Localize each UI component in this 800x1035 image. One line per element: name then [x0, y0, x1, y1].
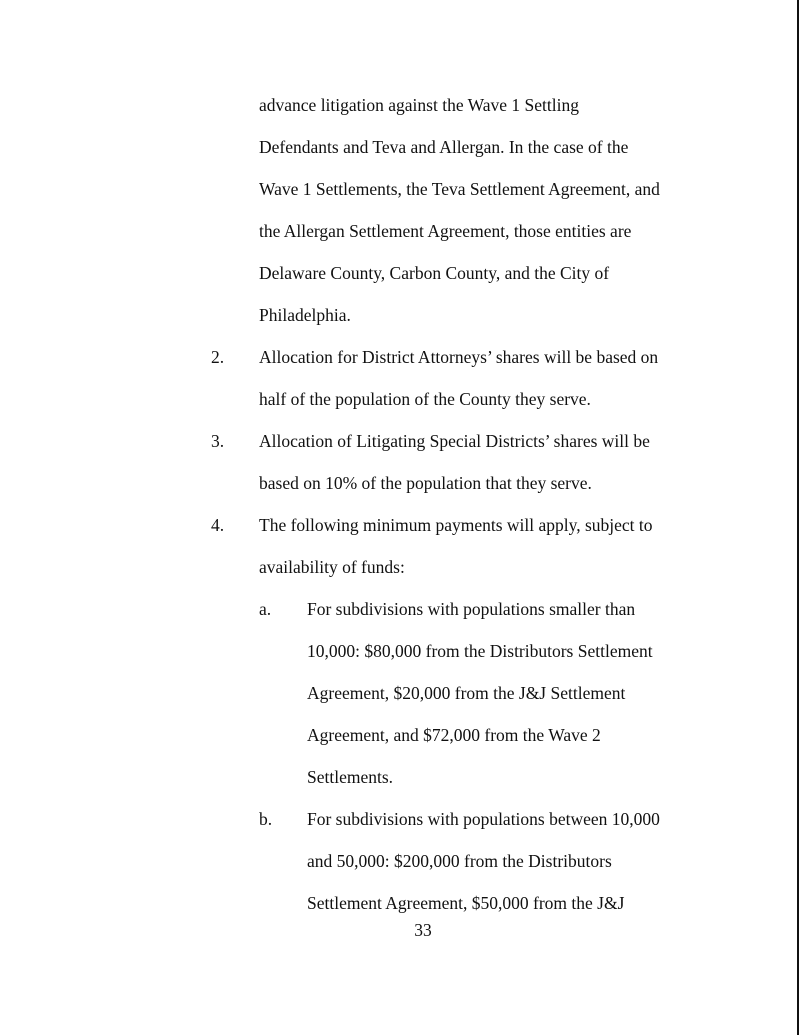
subitem-line: 10,000: $80,000 from the Distributors Settlement	[307, 641, 653, 661]
item-line: The following minimum payments will apply, subject to	[259, 515, 653, 535]
subitem-line: and 50,000: $200,000 from the Distributors	[307, 851, 612, 871]
intro-line: advance litigation against the Wave 1 Settling	[259, 95, 579, 115]
subitem-letter: b.	[259, 809, 273, 829]
intro-line: Wave 1 Settlements, the Teva Settlement Agreement, and	[259, 179, 660, 199]
subitem-line: Agreement, and $72,000 from the Wave 2	[307, 725, 601, 745]
subitem-line: Agreement, $20,000 from the J&J Settlement	[307, 683, 626, 703]
intro-line: Defendants and Teva and Allergan. In the case of the	[259, 137, 629, 157]
item-number: 4.	[211, 515, 225, 535]
item-line: half of the population of the County they serve.	[259, 389, 591, 409]
item-line: Allocation of Litigating Special Districts’ shares will be	[259, 431, 650, 451]
subitem-line: Settlements.	[307, 767, 394, 787]
item-line: Allocation for District Attorneys’ shares will be based on	[259, 347, 659, 367]
subitem-letter: a.	[259, 599, 272, 619]
subitem-line: For subdivisions with populations smaller than	[307, 599, 636, 619]
subitem-line: Settlement Agreement, $50,000 from the J&J	[307, 893, 625, 913]
item-line: based on 10% of the population that they serve.	[259, 473, 592, 493]
page-number: 33	[414, 920, 432, 940]
intro-line: the Allergan Settlement Agreement, those entities are	[259, 221, 632, 241]
intro-line: Philadelphia.	[259, 305, 351, 325]
subitem-line: For subdivisions with populations between 10,000	[307, 809, 660, 829]
item-number: 2.	[211, 347, 225, 367]
item-number: 3.	[211, 431, 225, 451]
intro-line: Delaware County, Carbon County, and the City of	[259, 263, 610, 283]
item-line: availability of funds:	[259, 557, 405, 577]
